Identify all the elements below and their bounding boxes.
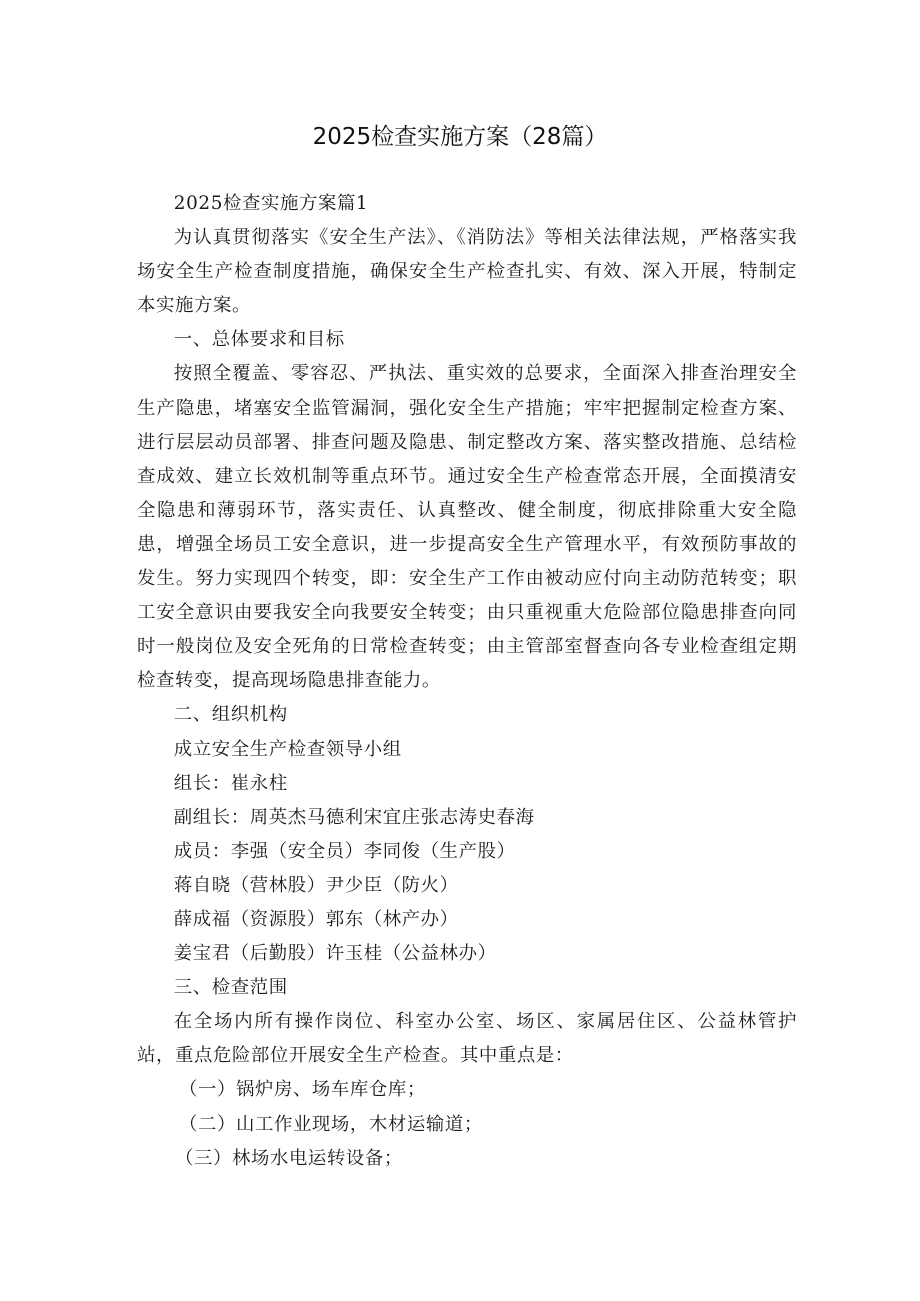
paragraph: 成立安全生产检查领导小组 <box>173 738 402 760</box>
paragraph: 姜宝君（后勤股）许玉桂（公益林办） <box>173 943 497 965</box>
section-heading: 2025检查实施方案篇1 <box>173 193 369 214</box>
paragraph: 在全场内所有操作岗位、科室办公室、场区、家属居住区、公益林管护站，重点危险部位开展安全生产检查。其中重点是： <box>137 1011 797 1067</box>
paragraph: 按照全覆盖、零容忍、严执法、重实效的总要求，全面深入排查治理安全生产隐患，堵塞安全监管漏洞，强化安全生产措施；牢牢把握制定检查方案、进行层层动员部署、排查问题及隐患、制定整改方案、落实整改措施、总结检查成效、建立长效机制等重点环节。通过安全生产检查常态开展，全面摸清安全隐患和薄弱环节，落实责任、认真整改、健全制度，彻底排除重大安全隐患，增强全场员工安全意识，进一步提高安全生产管理水平，有效预防事故的发生。努力实现四个转变，即：安全生产工作由被动应付向主动防范转变；职工安全意识由要我安全向我要安全转变；由只重视重大危险部位隐患排查向同时一般岗位及安全死角的日常检查转变；由主管部室督查向各专业检查组定期检查转变，提高现场隐患排查能力。 <box>137 363 797 692</box>
paragraph: 为认真贯彻落实《安全生产法》、《消防法》等相关法律法规，严格落实我场安全生产检查制度措施，确保安全生产检查扎实、有效、深入开展，特制定本实施方案。 <box>137 227 797 317</box>
paragraph: 成员：李强（安全员）李同俊（生产股） <box>173 840 516 862</box>
paragraph: 蒋自晓（营林股）尹少臣（防火） <box>173 874 459 896</box>
list-item: （三）林场水电运转设备； <box>175 1147 403 1169</box>
list-item: （一）锅炉房、场车库仓库； <box>179 1079 426 1101</box>
section-heading: 三、检查范围 <box>173 977 288 999</box>
section-heading: 二、组织机构 <box>173 704 288 726</box>
paragraph: 组长：崔永柱 <box>173 772 288 794</box>
list-item: （二）山工作业现场，木材运输道； <box>179 1113 483 1135</box>
paragraph: 副组长：周英杰马德利宋宜庄张志涛史春海 <box>173 806 535 828</box>
document-body <box>137 187 797 1176</box>
paragraph: 薛成福（资源股）郭东（林产办） <box>173 908 459 930</box>
document-title: 2025检查实施方案（28篇） <box>312 124 608 150</box>
section-heading: 一、总体要求和目标 <box>173 329 345 351</box>
